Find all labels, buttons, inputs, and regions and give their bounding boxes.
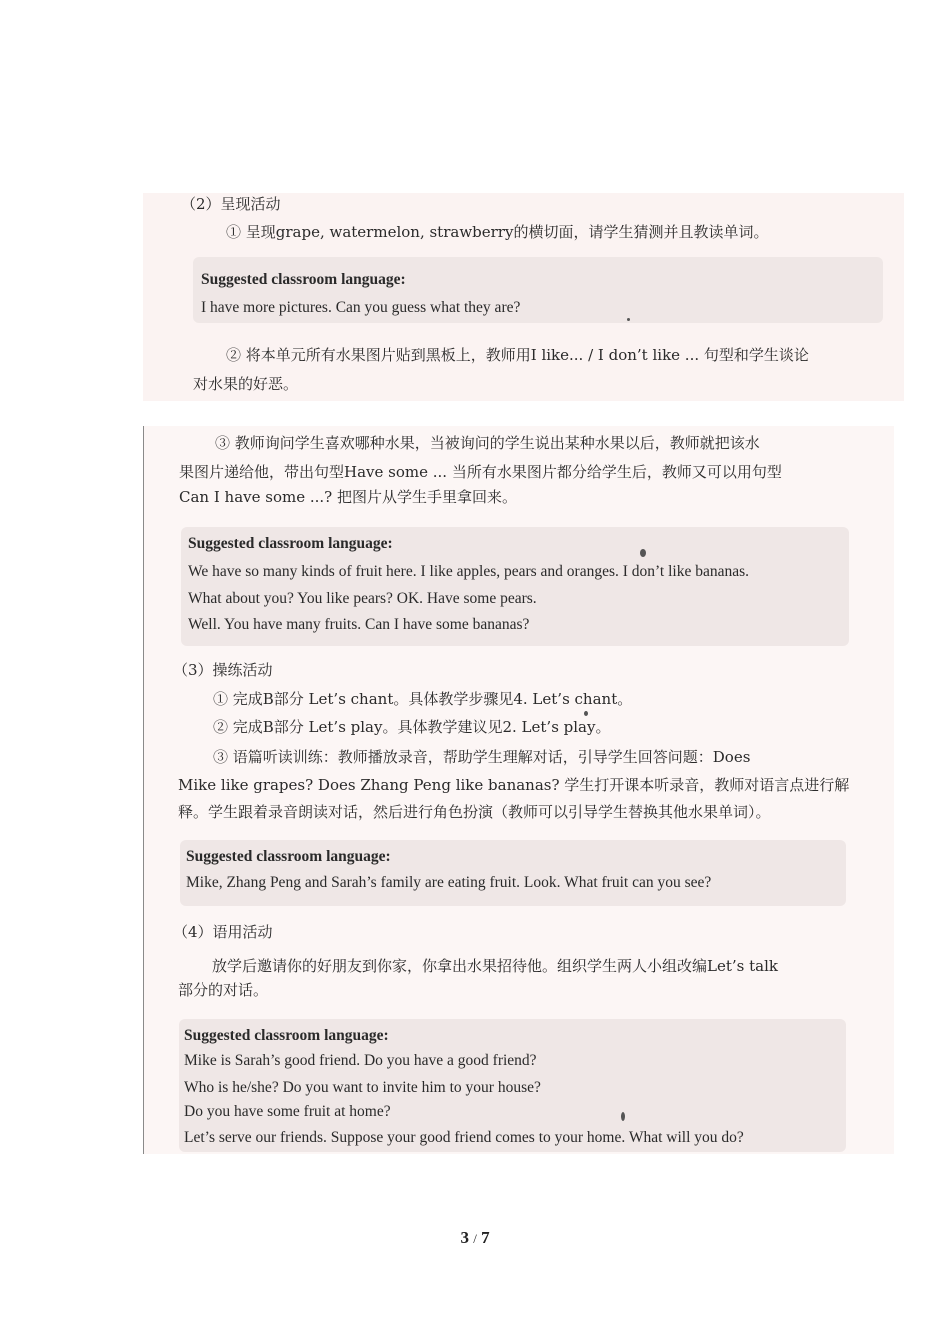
use-activity-line-1: 放学后邀请你的好朋友到你家，你拿出水果招待他。组织学生两人小组改编Let’s talk (212, 957, 778, 975)
language-box-title: Suggested classroom language: (188, 535, 393, 552)
section-heading-drill: （3）操练活动 (173, 661, 273, 679)
presentation-step-2-line-2: 对水果的好恶。 (193, 375, 299, 393)
section-heading-presentation: （2）呈现活动 (181, 195, 281, 213)
language-box-line: Well. You have many fruits. Can I have some bananas? (188, 616, 530, 633)
section-heading-use: （4）语用活动 (173, 923, 273, 941)
language-box-title: Suggested classroom language: (201, 271, 406, 288)
language-box-line: I have more pictures. Can you guess what they are? (201, 299, 521, 316)
page-number (0, 1228, 950, 1248)
language-box-line: Mike is Sarah’s good friend. Do you have a good friend? (184, 1052, 537, 1069)
language-box-line: Mike, Zhang Peng and Sarah’s family are eating fruit. Look. What fruit can you see? (186, 874, 712, 891)
use-activity-line-2: 部分的对话。 (178, 981, 269, 999)
presentation-step-3-line-3: Can I have some ...? 把图片从学生手里拿回来。 (179, 488, 517, 506)
language-box-title: Suggested classroom language: (186, 848, 391, 865)
scan-speck (627, 318, 630, 321)
presentation-step-2-line-1: ② 将本单元所有水果图片贴到黑板上，教师用I like... / I don’t like ... 句型和学生谈论 (226, 346, 809, 364)
language-box-line: What about you? You like pears? OK. Have some pears. (188, 590, 537, 607)
drill-step-3-line-3: 释。学生跟着录音朗读对话，然后进行角色扮演（教师可以引导学生替换其他水果单词）。 (178, 803, 771, 821)
presentation-step-3-line-2: 果图片递给他，带出句型Have some ... 当所有水果图片都分给学生后，教师又可以用句型 (179, 463, 782, 481)
presentation-step-3-line-1: ③ 教师询问学生喜欢哪种水果，当被询问的学生说出某种水果以后，教师就把该水 (215, 434, 760, 452)
drill-step-2: ② 完成B部分 Let’s play。具体教学建议见2. Let’s play。 (213, 718, 611, 736)
language-box-line: Do you have some fruit at home? (184, 1103, 391, 1120)
scan-speck (640, 549, 646, 557)
page-total: 7 (481, 1228, 490, 1247)
drill-step-3-line-2: Mike like grapes? Does Zhang Peng like bananas? 学生打开课本听录音，教师对语言点进行解 (178, 776, 850, 794)
scan-speck (621, 1112, 625, 1121)
page-separator: / (473, 1231, 477, 1246)
language-box-line: Let’s serve our friends. Suppose your good friend comes to your home. What will you do? (184, 1129, 744, 1146)
scan-speck (584, 711, 588, 716)
language-box-line: Who is he/she? Do you want to invite him to your house? (184, 1079, 541, 1096)
presentation-step-1: ① 呈现grape, watermelon, strawberry的横切面，请学生猜测并且教读单词。 (226, 223, 769, 241)
drill-step-1: ① 完成B部分 Let’s chant。具体教学步骤见4. Let’s chant。 (213, 690, 633, 708)
language-box-title: Suggested classroom language: (184, 1027, 389, 1044)
page-current: 3 (460, 1228, 469, 1247)
language-box-line: We have so many kinds of fruit here. I like apples, pears and oranges. I don’t like bananas. (188, 563, 750, 580)
drill-step-3-line-1: ③ 语篇听读训练：教师播放录音，帮助学生理解对话，引导学生回答问题：Does (213, 748, 751, 766)
